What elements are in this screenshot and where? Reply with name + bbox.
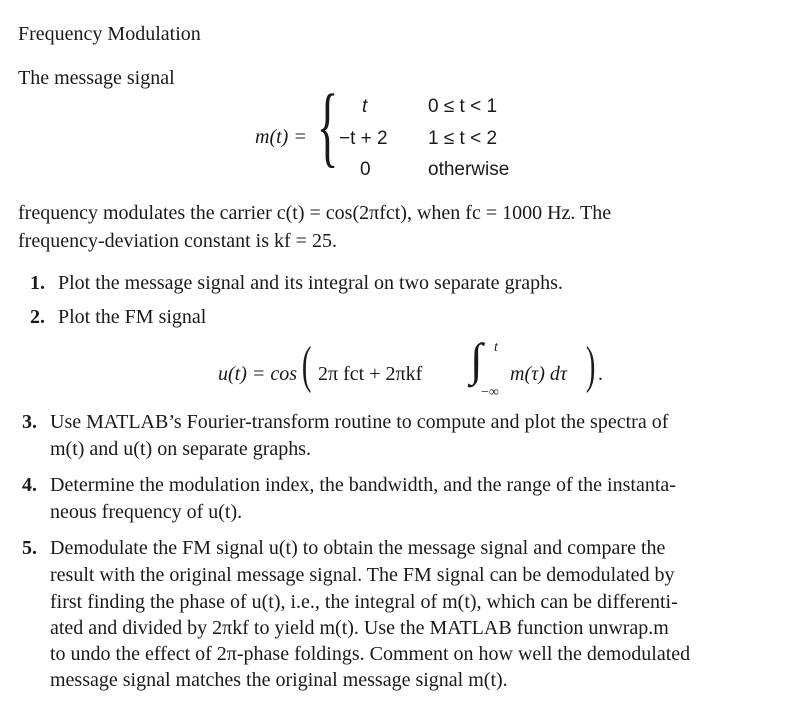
fm-eq-lhs: u(t) = cos — [218, 363, 298, 385]
case-expr-3: 0 — [360, 159, 371, 180]
item-text-5-line-4: ated and divided by 2πkf to yield m(t). Use the MATLAB function unwrap.m — [50, 617, 669, 639]
case-expr-2: −t + 2 — [339, 128, 388, 149]
item-text-5-line-2: result with the original message signal. The FM signal can be demodulated by — [50, 564, 675, 586]
item-text-3-line-2: m(t) and u(t) on separate graphs. — [50, 438, 312, 460]
item-number-3: 3. — [22, 411, 37, 433]
fm-eq-paren-right: ) — [585, 337, 596, 394]
fm-eq-upper-limit: t — [494, 340, 498, 355]
intro-text: The message signal — [18, 67, 175, 89]
item-number-5: 5. — [22, 537, 37, 559]
brace: { — [316, 77, 339, 176]
case-cond-2: 1 ≤ t < 2 — [428, 128, 498, 149]
fm-eq-integrand: m(τ) dτ — [510, 363, 568, 385]
item-number-4: 4. — [22, 474, 37, 496]
page-title: Frequency Modulation — [18, 23, 201, 45]
item-text-1: Plot the message signal and its integral on two separate graphs. — [58, 272, 563, 294]
item-text-4-line-1: Determine the modulation index, the bandwidth, and the range of the instanta- — [50, 474, 676, 496]
item-text-5-line-6: message signal matches the original message signal m(t). — [50, 669, 508, 691]
fm-eq-paren-left: ( — [301, 337, 312, 394]
message-lhs: m(t) = — [255, 126, 307, 148]
item-text-2: Plot the FM signal — [58, 306, 207, 328]
fm-eq-lower-limit: −∞ — [481, 385, 499, 400]
item-text-3-line-1: Use MATLAB’s Fourier-transform routine to compute and plot the spectra of — [50, 411, 669, 433]
item-text-5-line-5: to undo the effect of 2π-phase foldings. Comment on how well the demodulated — [50, 643, 691, 665]
item-text-5-line-1: Demodulate the FM signal u(t) to obtain the message signal and compare the — [50, 537, 666, 559]
integral-sign-icon: ∫ — [470, 334, 483, 385]
item-number-1: 1. — [30, 272, 45, 294]
paragraph-line-2: frequency-deviation constant is kf = 25. — [18, 230, 337, 252]
item-text-4-line-2: neous frequency of u(t). — [50, 501, 243, 523]
item-text-5-line-3: first finding the phase of u(t), i.e., the integral of m(t), which can be differenti- — [50, 591, 678, 613]
case-cond-3: otherwise — [428, 159, 510, 180]
paragraph-line-1: frequency modulates the carrier c(t) = cos(2πfct), when fc = 1000 Hz. The — [18, 202, 612, 224]
fm-eq-body: 2π fct + 2πkf — [318, 363, 423, 385]
fm-eq-period: . — [598, 363, 603, 385]
item-number-2: 2. — [30, 306, 45, 328]
case-cond-1: 0 ≤ t < 1 — [428, 96, 498, 117]
case-expr-1: t — [362, 96, 368, 117]
